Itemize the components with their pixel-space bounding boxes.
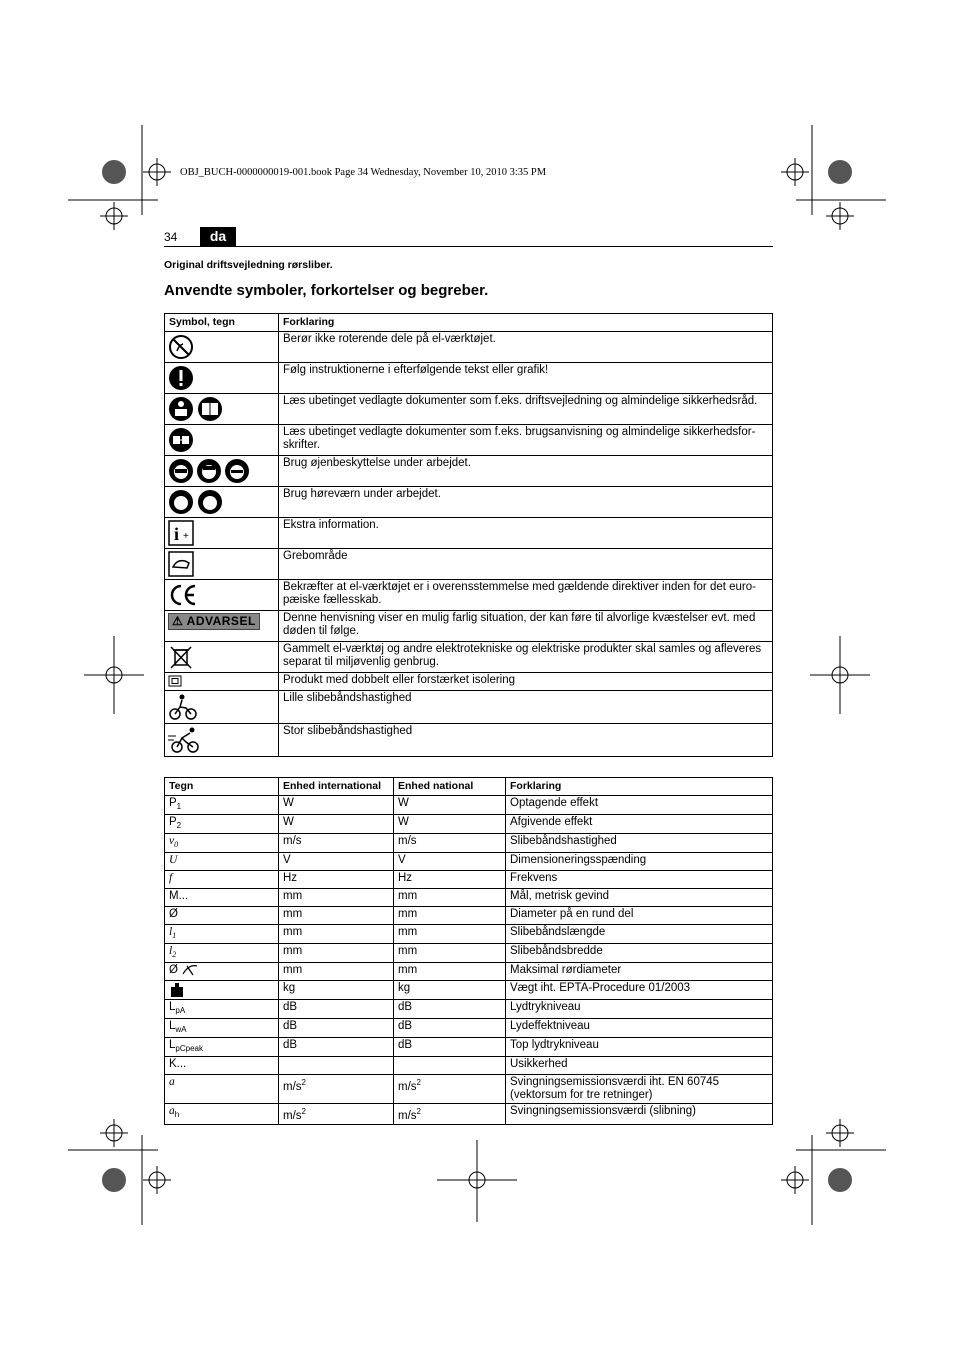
table-row xyxy=(165,1000,773,1019)
table-row xyxy=(165,487,773,518)
table-row xyxy=(165,549,773,580)
sign-subscript: 1 xyxy=(172,931,177,940)
table-row xyxy=(165,394,773,425)
unit-international-value: W xyxy=(283,797,294,809)
unit-international-value: V xyxy=(283,854,291,866)
sign-subscript: wA xyxy=(175,1025,187,1034)
row-description: Brug øjenbeskyttelse under arbejdet. xyxy=(279,456,773,487)
unit-national-value: W xyxy=(398,797,409,809)
table-row xyxy=(165,815,773,834)
sign-symbol: Ø xyxy=(169,908,178,920)
table-row xyxy=(165,1075,773,1104)
table-row xyxy=(165,871,773,889)
warning-label: ADVARSEL xyxy=(186,614,256,628)
sign-cell xyxy=(165,907,279,925)
unit-international-value: mm xyxy=(283,926,303,938)
unit-national xyxy=(394,1075,506,1104)
sign-symbol: M... xyxy=(169,890,189,902)
pipe-diameter-icon xyxy=(181,964,199,976)
unit-international-superscript: 2 xyxy=(301,1107,306,1116)
weee-bin-icon xyxy=(168,644,194,670)
unit-national xyxy=(394,1057,506,1075)
table-row xyxy=(165,889,773,907)
row-description: Berør ikke roterende dele på el-værktøjet. xyxy=(279,332,773,363)
row-description: Produkt med dobbelt eller forstærket isolering xyxy=(279,673,773,691)
table-header-row xyxy=(165,314,773,332)
sign-symbol: L xyxy=(169,1020,176,1032)
unit-national xyxy=(394,925,506,944)
sign-subscript: 0 xyxy=(174,840,179,849)
row-description: Ekstra information. xyxy=(279,518,773,549)
sign-symbol: K... xyxy=(169,1058,187,1070)
svg-text:+: + xyxy=(183,531,189,542)
row-description: Lydtrykniveau xyxy=(506,1000,773,1019)
table-header-row xyxy=(165,778,773,796)
row-description: Lille slibebåndshastighed xyxy=(279,691,773,724)
symbols-table xyxy=(164,313,773,757)
row-description: Dimensioneringsspænding xyxy=(506,853,773,871)
row-description: Afgivende effekt xyxy=(506,815,773,834)
unit-national-value: m/s xyxy=(398,1110,417,1122)
unit-international xyxy=(279,1038,394,1057)
unit-international-value: dB xyxy=(283,1001,298,1013)
row-description: Vægt iht. EPTA-Procedure 01/2003 xyxy=(506,981,773,1000)
table-row xyxy=(165,1057,773,1075)
unit-international xyxy=(279,1104,394,1125)
row-description: Slibebåndslængde xyxy=(506,925,773,944)
unit-international-value: dB xyxy=(283,1020,298,1032)
unit-international xyxy=(279,815,394,834)
unit-national-value: mm xyxy=(398,926,418,938)
sign-cell xyxy=(165,1038,279,1057)
table-row xyxy=(165,642,773,673)
unit-national-value: mm xyxy=(398,908,418,920)
unit-national-value: Hz xyxy=(398,872,413,884)
sign-cell xyxy=(165,981,279,1000)
unit-international-value: mm xyxy=(283,945,303,957)
sign-cell xyxy=(165,871,279,889)
sign-cell xyxy=(165,1057,279,1075)
table-row xyxy=(165,1038,773,1057)
table-row xyxy=(165,724,773,757)
unit-international-superscript: 2 xyxy=(301,1078,306,1087)
unit-international-value: m/s xyxy=(283,1081,302,1093)
unit-international xyxy=(279,1000,394,1019)
unit-international xyxy=(279,871,394,889)
exclamation-icon xyxy=(168,365,194,391)
sign-cell xyxy=(165,1019,279,1038)
sign-cell xyxy=(165,889,279,907)
row-description: Lydeffektniveau xyxy=(506,1019,773,1038)
column-header: Enhed national xyxy=(394,778,506,796)
unit-international xyxy=(279,907,394,925)
unit-international-value: kg xyxy=(283,982,296,994)
eye-protection-icon xyxy=(168,458,250,484)
sign-symbol: Ø xyxy=(169,964,178,976)
row-description: Stor slibebåndshastighed xyxy=(279,724,773,757)
table-row xyxy=(165,853,773,871)
sign-subscript: 2 xyxy=(172,950,177,959)
sign-symbol: v xyxy=(169,835,175,847)
low-speed-icon xyxy=(168,693,198,721)
ce-mark-icon xyxy=(168,582,198,608)
table-row xyxy=(165,944,773,963)
row-description: Læs ubetinget vedlagte dokumenter som f.eks. brugsanvisning og almindelige sikkerhedsfor-skrifter. xyxy=(279,425,773,456)
unit-international-value: mm xyxy=(283,908,303,920)
row-description: Læs ubetinget vedlagte dokumenter som f.eks. driftsvejledning og almindelige sikkerhedsråd. xyxy=(279,394,773,425)
column-header: Forklaring xyxy=(279,314,773,332)
sign-cell xyxy=(165,834,279,853)
table-row xyxy=(165,796,773,815)
sign-cell xyxy=(165,815,279,834)
document-subtitle: Original driftsvejledning rørsliber. xyxy=(164,259,333,271)
unit-national-superscript: 2 xyxy=(416,1107,421,1116)
double-insulation-icon xyxy=(168,675,182,687)
sign-cell xyxy=(165,963,279,981)
table-row xyxy=(165,673,773,691)
unit-national-value: m/s xyxy=(398,835,417,847)
table-row xyxy=(165,363,773,394)
sign-cell xyxy=(165,1000,279,1019)
unit-national xyxy=(394,1000,506,1019)
column-header: Symbol, tegn xyxy=(165,314,279,332)
unit-international-value: dB xyxy=(283,1039,298,1051)
row-description: Denne henvisning viser en mulig farlig situation, der kan føre til alvorlige kvæstelser evt. med døden til følge. xyxy=(279,611,773,642)
column-header: Forklaring xyxy=(506,778,773,796)
unit-international-value: mm xyxy=(283,964,303,976)
row-description: Svingningsemissionsværdi (slibning) xyxy=(506,1104,773,1125)
sign-subscript: pCpeak xyxy=(175,1044,203,1053)
unit-national-value: mm xyxy=(398,964,418,976)
unit-national-value: kg xyxy=(398,982,411,994)
unit-national xyxy=(394,944,506,963)
unit-national xyxy=(394,796,506,815)
unit-national xyxy=(394,889,506,907)
weight-icon xyxy=(169,982,185,998)
unit-international xyxy=(279,1075,394,1104)
row-description: Maksimal rørdiameter xyxy=(506,963,773,981)
unit-national xyxy=(394,853,506,871)
page-number: 34 xyxy=(164,230,178,244)
table-row xyxy=(165,425,773,456)
unit-national-value: dB xyxy=(398,1039,413,1051)
unit-national xyxy=(394,907,506,925)
read-manual-icon xyxy=(168,396,224,422)
row-description: Diameter på en rund del xyxy=(506,907,773,925)
sign-subscript: pA xyxy=(175,1006,186,1015)
table-row xyxy=(165,456,773,487)
unit-national xyxy=(394,815,506,834)
column-header: Enhed international xyxy=(279,778,394,796)
unit-international-value: mm xyxy=(283,890,303,902)
sign-symbol: a xyxy=(169,1105,175,1117)
unit-national xyxy=(394,1019,506,1038)
warning-label-icon: ⚠ ADVARSEL xyxy=(168,613,260,630)
sign-symbol: U xyxy=(169,854,178,866)
unit-international xyxy=(279,889,394,907)
row-description: Optagende effekt xyxy=(506,796,773,815)
section-heading: Anvendte symboler, forkortelser og begreber. xyxy=(164,282,489,299)
unit-national xyxy=(394,1038,506,1057)
unit-national xyxy=(394,871,506,889)
unit-international xyxy=(279,944,394,963)
row-description: Usikkerhed xyxy=(506,1057,773,1075)
header-rule xyxy=(164,246,773,247)
svg-text:i: i xyxy=(174,524,180,544)
table-row xyxy=(165,580,773,611)
unit-national xyxy=(394,834,506,853)
sign-subscript: 1 xyxy=(176,802,182,811)
column-header: Tegn xyxy=(165,778,279,796)
table-row xyxy=(165,981,773,1000)
unit-national-value: W xyxy=(398,816,409,828)
row-description: Slibebåndshastighed xyxy=(506,834,773,853)
unit-international-value: m/s xyxy=(283,835,302,847)
unit-national-value: mm xyxy=(398,945,418,957)
sign-cell xyxy=(165,944,279,963)
sign-symbol: l xyxy=(169,926,173,938)
row-description: Brug høreværn under arbejdet. xyxy=(279,487,773,518)
table-row xyxy=(165,925,773,944)
unit-national xyxy=(394,963,506,981)
row-description: Følg instruktionerne i efterfølgende tekst eller grafik! xyxy=(279,363,773,394)
unit-international xyxy=(279,1019,394,1038)
ear-protection-icon xyxy=(168,489,224,515)
sign-symbol: L xyxy=(169,1039,176,1051)
unit-international xyxy=(279,853,394,871)
sign-cell xyxy=(165,796,279,815)
unit-national-value: dB xyxy=(398,1020,413,1032)
unit-international xyxy=(279,925,394,944)
sign-symbol: L xyxy=(169,1001,176,1013)
no-touch-icon xyxy=(168,334,194,360)
sign-subscript: h xyxy=(174,1110,180,1119)
sign-symbol: P xyxy=(169,816,177,828)
read-documents-icon xyxy=(168,427,194,453)
units-table xyxy=(164,777,773,1125)
language-tab: da xyxy=(200,227,236,246)
sign-symbol: l xyxy=(169,945,173,957)
sign-symbol: a xyxy=(169,1076,175,1088)
unit-international-value: Hz xyxy=(283,872,298,884)
sign-subscript: 2 xyxy=(176,821,182,830)
row-description: Slibebåndsbredde xyxy=(506,944,773,963)
unit-international xyxy=(279,1057,394,1075)
sign-cell xyxy=(165,1104,279,1125)
table-row xyxy=(165,332,773,363)
unit-international xyxy=(279,834,394,853)
unit-national-value: V xyxy=(398,854,406,866)
unit-international xyxy=(279,963,394,981)
unit-national-value: m/s xyxy=(398,1081,417,1093)
info-icon xyxy=(168,520,194,546)
unit-international-value: m/s xyxy=(283,1110,302,1122)
table-row xyxy=(165,907,773,925)
table-row xyxy=(165,1104,773,1125)
table-row xyxy=(165,963,773,981)
table-row xyxy=(165,611,773,642)
grip-area-icon xyxy=(168,551,194,577)
table-row xyxy=(165,518,773,549)
row-description: Frekvens xyxy=(506,871,773,889)
table-row xyxy=(165,834,773,853)
row-description: Top lydtrykniveau xyxy=(506,1038,773,1057)
print-info-line: OBJ_BUCH-0000000019-001.book Page 34 Wednesday, November 10, 2010 3:35 PM xyxy=(180,167,547,178)
sign-cell xyxy=(165,925,279,944)
unit-national-value: dB xyxy=(398,1001,413,1013)
table-row xyxy=(165,1019,773,1038)
sign-symbol: f xyxy=(169,872,173,884)
row-description: Gammelt el-værktøj og andre elektrotekniske og elektriske produkter skal samles og afleveres separat til miljøvenlig genbrug. xyxy=(279,642,773,673)
row-description: Mål, metrisk gevind xyxy=(506,889,773,907)
sign-cell xyxy=(165,1075,279,1104)
sign-symbol: P xyxy=(169,797,177,809)
row-description: Svingningsemissionsværdi iht. EN 60745 (vektorsum for tre retninger) xyxy=(506,1075,773,1104)
unit-national xyxy=(394,1104,506,1125)
unit-international xyxy=(279,981,394,1000)
row-description: Bekræfter at el-værktøjet er i overensstemmelse med gældende direktiver inden for det euro-pæiske fællesskab. xyxy=(279,580,773,611)
sign-cell xyxy=(165,853,279,871)
unit-international-value: W xyxy=(283,816,294,828)
row-description: Grebområde xyxy=(279,549,773,580)
unit-national xyxy=(394,981,506,1000)
unit-international xyxy=(279,796,394,815)
table-row xyxy=(165,691,773,724)
unit-national-value: mm xyxy=(398,890,418,902)
unit-national-superscript: 2 xyxy=(416,1078,421,1087)
high-speed-icon xyxy=(168,726,202,754)
